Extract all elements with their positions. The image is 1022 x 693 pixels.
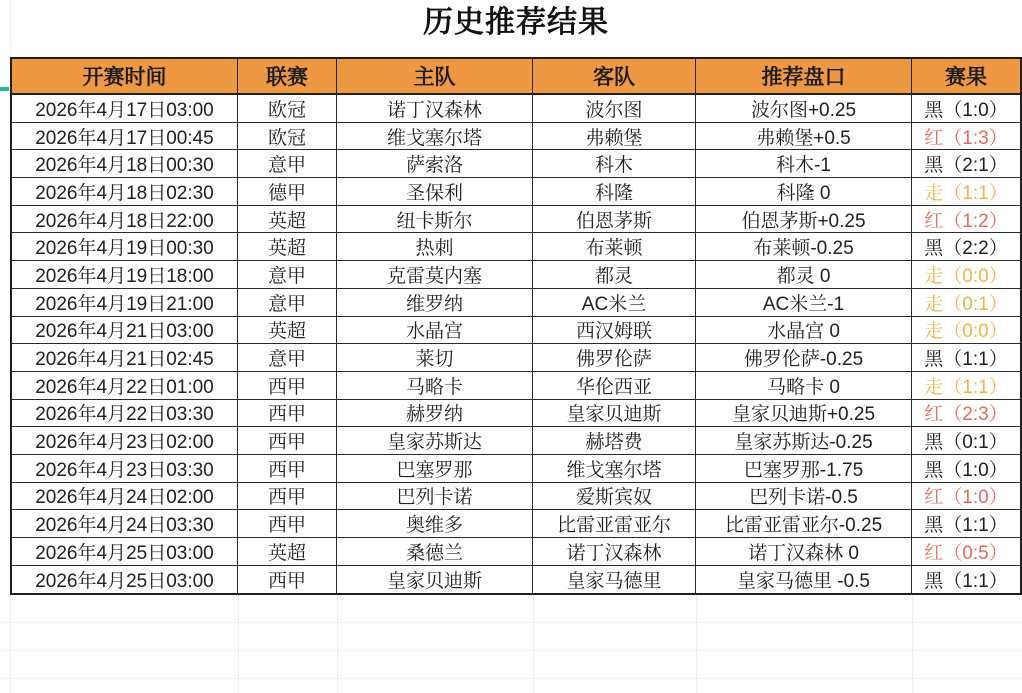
cell-home[interactable]: 维罗纳 <box>337 289 533 317</box>
cell-handicap[interactable]: 布莱顿-0.25 <box>696 233 912 261</box>
cell-time[interactable]: 2026年4月22日01:00 <box>12 372 238 400</box>
table-row <box>12 233 1020 261</box>
table-row <box>12 483 1020 511</box>
cell-handicap[interactable]: 都灵 0 <box>696 261 912 289</box>
cell-home[interactable]: 奥维多 <box>337 510 533 538</box>
cell-away[interactable]: 都灵 <box>533 261 696 289</box>
table-row <box>12 372 1020 400</box>
gridline-horizontal <box>0 678 1022 679</box>
cell-time[interactable]: 2026年4月21日02:45 <box>12 344 238 372</box>
cell-away[interactable]: 维戈塞尔塔 <box>533 455 696 483</box>
cell-league[interactable]: 西甲 <box>238 372 337 400</box>
table-row <box>12 566 1020 594</box>
cell-handicap[interactable]: 皇家贝迪斯+0.25 <box>696 400 912 428</box>
header-cell-handicap[interactable]: 推荐盘口 <box>696 59 912 95</box>
cell-league[interactable]: 西甲 <box>238 400 337 428</box>
cell-home[interactable]: 克雷莫内塞 <box>337 261 533 289</box>
header-cell-result[interactable]: 赛果 <box>912 59 1020 95</box>
cell-away[interactable]: 佛罗伦萨 <box>533 344 696 372</box>
cell-handicap[interactable]: 巴列卡诺-0.5 <box>696 483 912 511</box>
cell-result[interactable]: 走（1:1） <box>912 372 1020 400</box>
cell-time[interactable]: 2026年4月23日02:00 <box>12 427 238 455</box>
cell-away[interactable]: 伯恩茅斯 <box>533 206 696 234</box>
cell-result[interactable]: 黑（0:1） <box>912 427 1020 455</box>
cell-home[interactable]: 萨索洛 <box>337 150 533 178</box>
cell-result[interactable]: 黑（1:0） <box>912 95 1020 123</box>
cell-league[interactable]: 西甲 <box>238 566 337 594</box>
cell-league[interactable]: 西甲 <box>238 483 337 511</box>
cell-away[interactable]: 布莱顿 <box>533 233 696 261</box>
cell-result[interactable]: 走（0:0） <box>912 261 1020 289</box>
cell-away[interactable]: 赫塔费 <box>533 427 696 455</box>
cell-league[interactable]: 意甲 <box>238 261 337 289</box>
cell-result[interactable]: 黑（1:1） <box>912 510 1020 538</box>
cell-away[interactable]: 比雷亚雷亚尔 <box>533 510 696 538</box>
cell-league[interactable]: 英超 <box>238 538 337 566</box>
cell-result[interactable]: 红（2:3） <box>912 400 1020 428</box>
cell-time[interactable]: 2026年4月23日03:30 <box>12 455 238 483</box>
cell-result[interactable]: 黑（2:2） <box>912 233 1020 261</box>
cell-time[interactable]: 2026年4月24日02:00 <box>12 483 238 511</box>
table-header-row <box>12 59 1020 95</box>
cell-time[interactable]: 2026年4月19日18:00 <box>12 261 238 289</box>
table-row <box>12 261 1020 289</box>
table-row <box>12 289 1020 317</box>
header-cell-away[interactable]: 客队 <box>533 59 696 95</box>
cell-league[interactable]: 意甲 <box>238 150 337 178</box>
cell-handicap[interactable]: 科木-1 <box>696 150 912 178</box>
table-row <box>12 206 1020 234</box>
header-cell-league[interactable]: 联赛 <box>238 59 337 95</box>
cell-home[interactable]: 诺丁汉森林 <box>337 95 533 123</box>
cell-home[interactable]: 莱切 <box>337 344 533 372</box>
cell-handicap[interactable]: 马略卡 0 <box>696 372 912 400</box>
table-body <box>12 95 1020 593</box>
cell-handicap[interactable]: 佛罗伦萨-0.25 <box>696 344 912 372</box>
cell-time[interactable]: 2026年4月21日03:00 <box>12 317 238 345</box>
cell-away[interactable]: 华伦西亚 <box>533 372 696 400</box>
header-cell-home[interactable]: 主队 <box>337 59 533 95</box>
cell-away[interactable]: 西汉姆联 <box>533 317 696 345</box>
cell-home[interactable]: 水晶宫 <box>337 317 533 345</box>
table-row <box>12 344 1020 372</box>
cell-result[interactable]: 走（0:1） <box>912 289 1020 317</box>
cell-league[interactable]: 意甲 <box>238 289 337 317</box>
cell-result[interactable]: 红（0:5） <box>912 538 1020 566</box>
cell-home[interactable]: 圣保利 <box>337 178 533 206</box>
cell-handicap[interactable]: 水晶宫 0 <box>696 317 912 345</box>
gridline-horizontal <box>0 650 1022 651</box>
table-row <box>12 400 1020 428</box>
table-row <box>12 95 1020 123</box>
cell-away[interactable]: 科隆 <box>533 178 696 206</box>
cell-result[interactable]: 走（1:1） <box>912 178 1020 206</box>
cell-league[interactable]: 欧冠 <box>238 123 337 151</box>
cell-handicap[interactable]: 波尔图+0.25 <box>696 95 912 123</box>
cell-home[interactable]: 马略卡 <box>337 372 533 400</box>
cell-result[interactable]: 红（1:0） <box>912 483 1020 511</box>
cell-away[interactable]: 科木 <box>533 150 696 178</box>
cell-time[interactable]: 2026年4月17日03:00 <box>12 95 238 123</box>
table-row <box>12 123 1020 151</box>
cell-time[interactable]: 2026年4月18日02:30 <box>12 178 238 206</box>
cell-handicap[interactable]: 皇家马德里 -0.5 <box>696 566 912 594</box>
cell-result[interactable]: 黑（1:0） <box>912 455 1020 483</box>
page-title: 历史推荐结果 <box>423 6 609 39</box>
cell-handicap[interactable]: 伯恩茅斯+0.25 <box>696 206 912 234</box>
cell-league[interactable]: 德甲 <box>238 178 337 206</box>
cell-away[interactable]: 皇家马德里 <box>533 566 696 594</box>
cell-result[interactable]: 黑（2:1） <box>912 150 1020 178</box>
cell-home[interactable]: 纽卡斯尔 <box>337 206 533 234</box>
cell-handicap[interactable]: 皇家苏斯达-0.25 <box>696 427 912 455</box>
cell-home[interactable]: 巴列卡诺 <box>337 483 533 511</box>
cell-home[interactable]: 维戈塞尔塔 <box>337 123 533 151</box>
cell-away[interactable]: AC米兰 <box>533 289 696 317</box>
gridline-horizontal <box>0 622 1022 623</box>
cell-time[interactable]: 2026年4月25日03:00 <box>12 538 238 566</box>
cell-handicap[interactable]: AC米兰-1 <box>696 289 912 317</box>
cell-league[interactable]: 西甲 <box>238 455 337 483</box>
history-results-table <box>10 57 1022 595</box>
header-cell-time[interactable]: 开赛时间 <box>12 59 238 95</box>
cell-away[interactable]: 诺丁汉森林 <box>533 538 696 566</box>
cell-time[interactable]: 2026年4月19日00:30 <box>12 233 238 261</box>
cell-league[interactable]: 英超 <box>238 317 337 345</box>
cell-league[interactable]: 意甲 <box>238 344 337 372</box>
cell-time[interactable]: 2026年4月19日21:00 <box>12 289 238 317</box>
cell-league[interactable]: 欧冠 <box>238 95 337 123</box>
cell-home[interactable]: 皇家贝迪斯 <box>337 566 533 594</box>
cell-handicap[interactable]: 巴塞罗那-1.75 <box>696 455 912 483</box>
cell-result[interactable]: 黑（1:1） <box>924 571 1008 593</box>
cell-handicap[interactable]: 比雷亚雷亚尔-0.25 <box>696 510 912 538</box>
table-row <box>12 150 1020 178</box>
table-row <box>12 178 1020 206</box>
cell-home[interactable]: 桑德兰 <box>337 538 533 566</box>
cell-league[interactable]: 西甲 <box>238 427 337 455</box>
table-row <box>12 455 1020 483</box>
cell-league[interactable]: 英超 <box>238 206 337 234</box>
table-row <box>12 510 1020 538</box>
cell-time[interactable]: 2026年4月25日03:00 <box>12 566 238 594</box>
cell-result[interactable]: 黑（1:1） <box>912 344 1020 372</box>
cell-home[interactable]: 热刺 <box>337 233 533 261</box>
cell-home[interactable]: 皇家苏斯达 <box>337 427 533 455</box>
cell-time[interactable]: 2026年4月17日00:45 <box>12 123 238 151</box>
table-row <box>12 427 1020 455</box>
cell-handicap[interactable]: 科隆 0 <box>696 178 912 206</box>
cell-away[interactable]: 皇家贝迪斯 <box>533 400 696 428</box>
cell-result[interactable]: 走（0:0） <box>912 317 1020 345</box>
cell-away[interactable]: 波尔图 <box>533 95 696 123</box>
cell-result[interactable]: 红（1:2） <box>912 206 1020 234</box>
cell-handicap[interactable]: 诺丁汉森林 0 <box>696 538 912 566</box>
cell-away[interactable]: 爱斯宾奴 <box>533 483 696 511</box>
cell-time[interactable]: 2026年4月18日22:00 <box>12 206 238 234</box>
cell-time[interactable]: 2026年4月18日00:30 <box>12 150 238 178</box>
cell-home[interactable]: 赫罗纳 <box>337 400 533 428</box>
cell-league[interactable]: 英超 <box>238 233 337 261</box>
sheet-freeze-marker <box>0 87 9 91</box>
cell-away[interactable]: 弗赖堡 <box>533 123 696 151</box>
cell-home[interactable]: 巴塞罗那 <box>337 455 533 483</box>
cell-handicap[interactable]: 弗赖堡+0.5 <box>696 123 912 151</box>
cell-league[interactable]: 西甲 <box>238 510 337 538</box>
table-row <box>12 317 1020 345</box>
cell-time[interactable]: 2026年4月24日03:30 <box>12 510 238 538</box>
table-row <box>12 538 1020 566</box>
cell-result[interactable]: 红（1:3） <box>912 123 1020 151</box>
cell-time[interactable]: 2026年4月22日03:30 <box>12 400 238 428</box>
